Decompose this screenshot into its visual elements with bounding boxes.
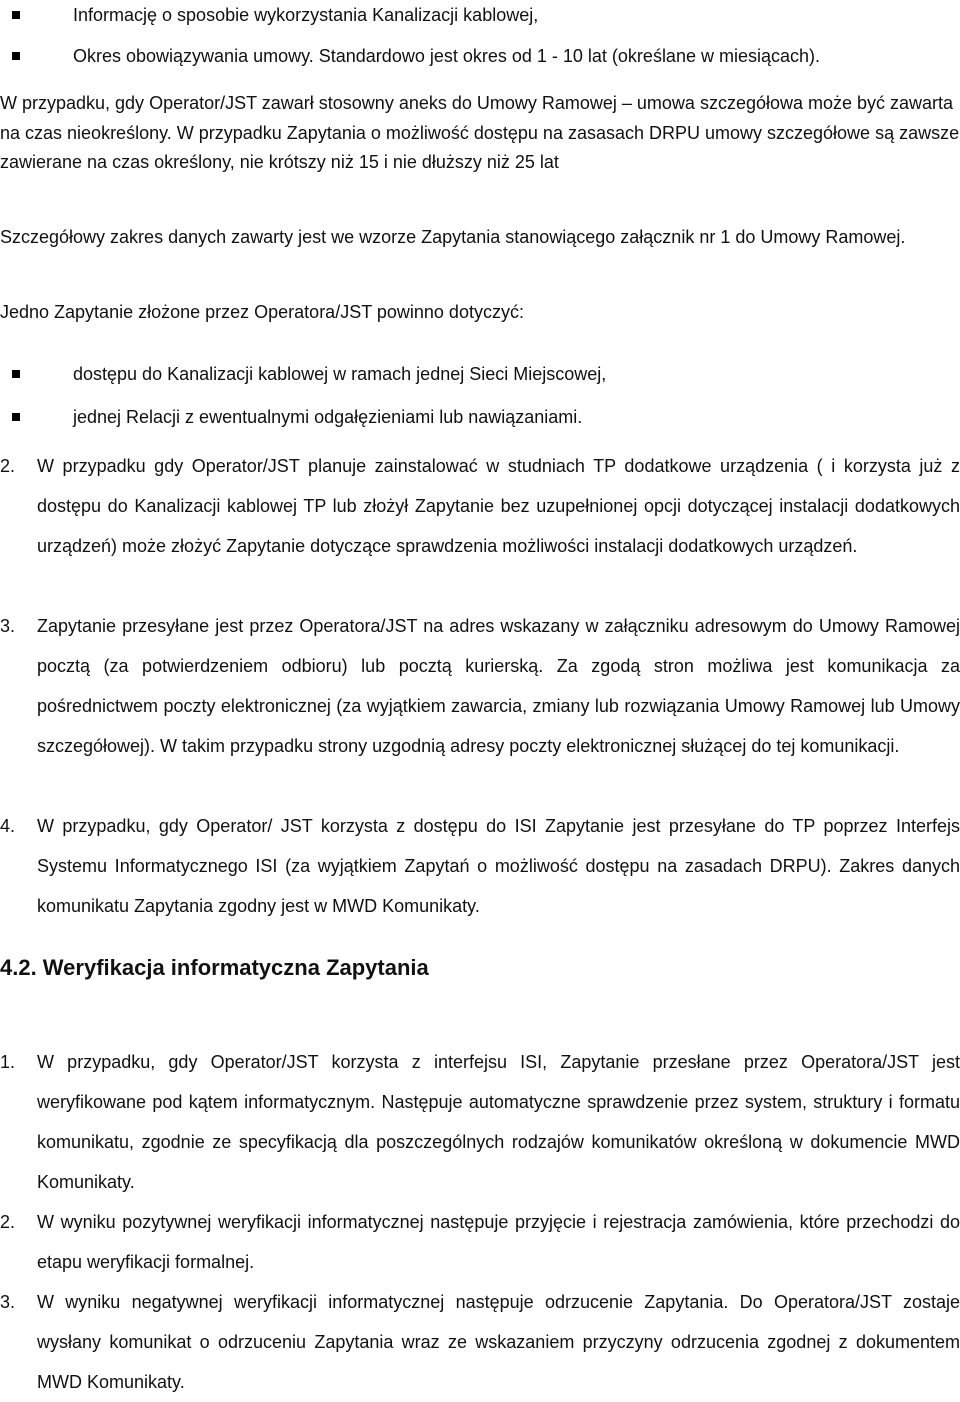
bullet-text: jednej Relacji z ewentualnymi odgałęzieniami lub nawiązaniami. <box>73 407 583 427</box>
numbered-item <box>0 1202 960 1282</box>
item-number: 3. <box>0 616 16 636</box>
paragraph-single-request: Jedno Zapytanie złożone przez Operatora/JST powinno dotyczyć: <box>0 302 524 322</box>
item-text: W przypadku gdy Operator/JST planuje zainstalować w studniach TP dodatkowe urządzenia ( i korzysta już z dostępu do Kanalizacji kablowej TP lub złożył Zapytanie bez uzupełnionej opcji dotyczącej instalacji dodatkowych urządzeń) może złożyć Zapytanie dotyczące sprawdzenia możliwości instalacji dodatkowych urządzeń. <box>37 456 960 556</box>
square-bullet-icon <box>12 52 20 60</box>
numbered-item <box>0 606 960 766</box>
numbered-item <box>0 446 960 566</box>
item-number: 1. <box>0 1052 16 1072</box>
numbered-item <box>0 1042 960 1202</box>
bullet-text: Okres obowiązywania umowy. Standardowo jest okres od 1 - 10 lat (określane w miesiącach). <box>73 46 820 66</box>
item-text: W wyniku negatywnej weryfikacji informatycznej następuje odrzucenie Zapytania. Do Operatora/JST zostaje wysłany komunikat o odrzuceniu Zapytania wraz ze wskazaniem przyczyny odrzucenia zgodnej z dokumentem MWD Komunikaty. <box>37 1292 960 1392</box>
item-number: 4. <box>0 816 16 836</box>
item-number: 2. <box>0 1212 16 1232</box>
numbered-item <box>0 806 960 926</box>
bullet-text: dostępu do Kanalizacji kablowej w ramach jednej Sieci Miejscowej, <box>73 364 607 384</box>
paragraph-contract-duration: W przypadku, gdy Operator/JST zawarł stosowny aneks do Umowy Ramowej – umowa szczegółowa może być zawarta na czas nieokreślony. W przypadku Zapytania o możliwość dostępu na zasasach DRPU umowy szczegółowe są zawsze zawierane na czas określony, nie krótszy niż 15 i nie dłuższy niż 25 lat <box>0 93 960 172</box>
square-bullet-icon <box>12 11 20 19</box>
item-number: 2. <box>0 456 16 476</box>
numbered-item <box>0 1282 960 1402</box>
item-number: 3. <box>0 1292 16 1312</box>
item-text: W przypadku, gdy Operator/JST korzysta z interfejsu ISI, Zapytanie przesłane przez Operatora/JST jest weryfikowane pod kątem informatycznym. Następuje automatyczne sprawdzenie przez system, struktury i formatu komunikatu, zgodnie ze specyfikacją dla poszczególnych rodzajów komunikatów określoną w dokumencie MWD Komunikaty. <box>37 1052 960 1192</box>
item-text: W wyniku pozytywnej weryfikacji informatycznej następuje przyjęcie i rejestracja zamówienia, które przechodzi do etapu weryfikacji formalnej. <box>37 1212 960 1272</box>
square-bullet-icon <box>12 413 20 421</box>
square-bullet-icon <box>12 370 20 378</box>
bullet-text: Informację o sposobie wykorzystania Kanalizacji kablowej, <box>73 5 539 25</box>
item-text: Zapytanie przesyłane jest przez Operatora/JST na adres wskazany w załączniku adresowym do Umowy Ramowej pocztą (za potwierdzeniem odbioru) lub pocztą kurierską. Za zgodą stron możliwa jest komunikacja za pośrednictwem poczty elektronicznej (za wyjątkiem zawarcia, zmiany lub rozwiązania Umowy Ramowej lub Umowy szczegółowej). W takim przypadku strony uzgodnią adresy poczty elektronicznej służącej do tej komunikacji. <box>37 616 960 756</box>
item-text: W przypadku, gdy Operator/ JST korzysta z dostępu do ISI Zapytanie jest przesyłane do TP poprzez Interfejs Systemu Informatycznego ISI (za wyjątkiem Zapytań o możliwość dostępu na zasadach DRPU). Zakres danych komunikatu Zapytania zgodny jest w MWD Komunikaty. <box>37 816 960 916</box>
paragraph-data-scope: Szczegółowy zakres danych zawarty jest we wzorze Zapytania stanowiącego załącznik nr 1 do Umowy Ramowej. <box>0 227 906 247</box>
section-heading: 4.2. Weryfikacja informatyczna Zapytania <box>0 955 429 980</box>
